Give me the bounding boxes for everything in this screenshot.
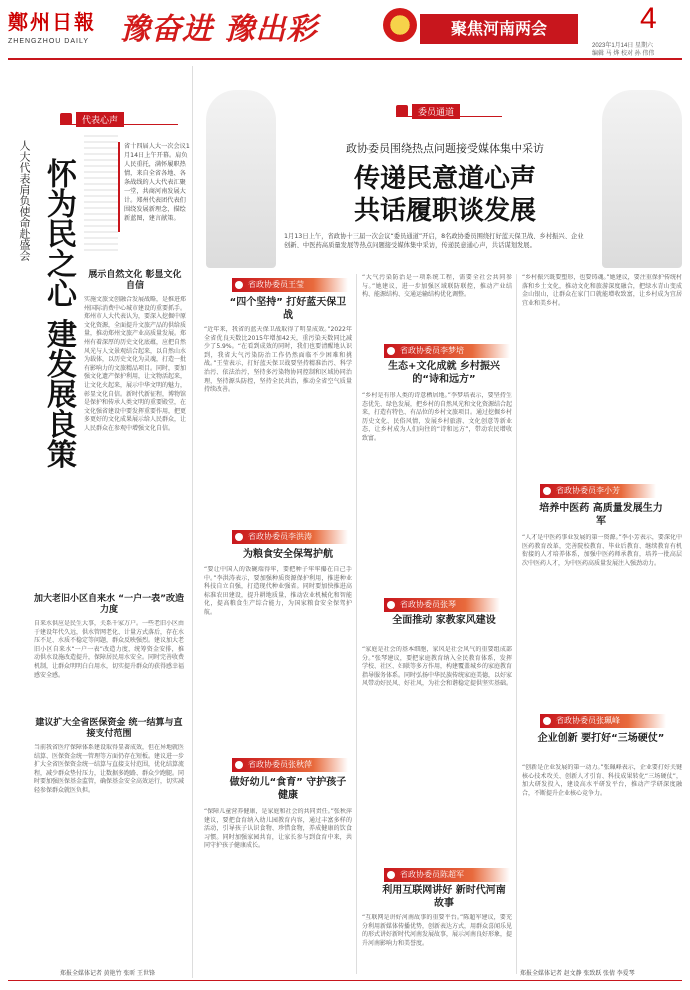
left-section-tag: 代表心声 [60, 108, 178, 125]
interview-text-4: “乡村是有形人类的诗意栖居地。”李梦培表示，要坚持生态优先、绿色发展，把乡村的自然风光和文化资源结合起来，打造有特色、有品位的乡村文旅项目。通过挖掘乡村历史文化、民俗风情，发展乡村旅游、文化创意等新业态，让乡村成为人们向往的“诗和远方”，带动农民增收致富。 [362, 392, 512, 442]
interview-head-2: 为粮食安全保驾护航 [243, 549, 333, 560]
masthead [0, 0, 690, 62]
speaker-photo-right [602, 90, 682, 268]
issue-date: 2023年1月14日 星期六 [592, 43, 654, 49]
interview-text-8: “创新是企业发展的第一动力。”张珮峰表示，企业要打好关键核心技术攻关、创新人才引育、科技成果转化“三场硬仗”，加大研发投入，建设高水平研发平台，推动产学研深度融合，不断提升企业核心竞争力。 [522, 764, 682, 797]
interview-head-4: 生态+文化成就 乡村振兴的“诗和远方” [388, 361, 500, 385]
portrait-strip [84, 135, 118, 251]
main-editors: 郑报全媒体记者 赵文静 张致跃 张倩 李爱琴 [520, 971, 635, 977]
podium-icon [396, 105, 408, 117]
interview-text-2: “要让中国人的饭碗端得牢，要把种子牢牢攥在自己手中。”李洪涛表示，要加强种质资源保护利用，推进种业科技自立自强，打造现代种业强省。同时要加快推进高标准农田建设，提升耕地质量，推动农业机械化和智能化，提高粮食生产综合能力，为国家粮食安全保驾护航。 [204, 566, 352, 616]
main-title-line1: 传递民意道心声 [353, 164, 536, 194]
interview-head-5: 全面推动 家教家风建设 [392, 615, 496, 626]
page-editors: 编辑 马 烨 校对 孙 伟伟 [592, 51, 655, 57]
main-lead: 1月13日上午，省政协十三届一次会议“委员通道”开启，8名政协委员围绕打好蓝天保卫战、乡村振兴、企业创新、中医药高质量发展等热点问题接受媒体集中采访，传递民意通心声，共话谋划发展。 [284, 233, 584, 249]
left-vertical-subtitle: 人大代表肩负使命赴盛会 [18, 140, 31, 261]
main-section-tag: 委员通道 [396, 100, 502, 117]
member-tag-2: 省政协委员李洪涛 [232, 530, 348, 544]
emblem-icon [383, 8, 417, 42]
paper-name: 鄭州日報 [8, 10, 96, 34]
interview-divider-1 [356, 274, 357, 974]
member-tag-5: 省政协委员张琴 [384, 598, 500, 612]
left-text3: 当前我省医疗保障体系建设取得显著成效，但在异地就医结算、医保资金统一管理等方面仍存在短板。建议进一步扩大全省医保资金统一结算与直接支付范围，优化结算流程，减少群众垫付压力，让数据多跑路、群众少跑腿。同时要加强医保基金监管，确保基金安全高效运行，切实减轻参保群众就医负担。 [34, 744, 184, 794]
bottom-rule [8, 980, 682, 981]
left-text1: 实施文旅文创融合发展战略，是推进郑州国际消费中心城市建设的重要抓手。郑州市人大代表认为，要深入挖掘中原文化资源，全面提升文旅产品的供给质量，推动郑州文旅产业高质量发展。郑州有着深厚的历史文化底蕴，应把自然风光与人文景观结合起来，以自然山水为载体，以历史文化为灵魂，打造一批有影响力的文旅精品项目。同时，要加强文化遗产保护利用，让文物活起来，让文化火起来，展示中华文明的魅力，彰显文化自信。新时代新征程，博物馆是保护和传承人类文明的重要殿堂，在文化强省建设中要发挥重要作用，把更多更好的文化成果展示给人民群众，让人民群众在参观中增强文化自信。 [84, 296, 186, 432]
left-sub2: 加大老旧小区自来水 “一户一表”改造力度 [34, 594, 184, 615]
interview-head-3: 做好幼儿“食育” 守护孩子健康 [229, 777, 347, 801]
member-tag-7: 省政协委员李小芳 [540, 484, 656, 498]
banner-title: 聚焦河南两会 [420, 14, 578, 44]
microphone-icon [60, 113, 72, 125]
interview-text-5: “家庭是社会的基本细胞，家风是社会风气的重要组成部分。”张琴建议，要把家庭教育纳入全民教育体系，发挥学校、社区、妇联等多方作用，构建覆盖城乡的家庭教育指导服务体系。同时弘扬中华民族传统家庭美德，以好家风带动好民风、好社风，为社会和谐稳定提供坚实基础。 [362, 646, 512, 688]
left-text2: 自来水供应是民生大事，关系千家万户。一些老旧小区由于建设年代久远，供水管网老化、计量方式落后，存在水压不足、水质不稳定等问题，群众反映强烈。建议加大老旧小区自来水“一户一表”改造力度，统筹资金安排，推动供水设施改造提升，保障居民用水安全。同时完善收费机制，让群众明明白白用水，切实提升群众的获得感幸福感安全感。 [34, 620, 184, 679]
left-sub1: 展示自然文化 彰显文化自信 [88, 270, 182, 291]
speaker-photo-left [206, 90, 276, 268]
interview-head-8: 企业创新 要打好“三场硬仗” [537, 733, 665, 744]
interview-text-7: “人才是中医药事业发展的第一资源。”李小芳表示，要深化中医药教育改革，完善院校教育、毕业后教育、继续教育有机衔接的人才培养体系，加强中医药师承教育，培养一批高层次中医药人才，为中医药高质量发展注入强劲动力。 [522, 534, 682, 567]
interview-head-1: “四个坚持” 打好蓝天保卫战 [229, 297, 347, 321]
interview-text-6: “互联网是讲好河南故事的重要平台。”陈超军建议，要充分利用新媒体传播优势，创新表达方式，用群众喜闻乐见的形式讲好新时代河南发展故事，展示河南良好形象，提升河南影响力和美誉度。 [362, 914, 512, 947]
left-vertical-title: 怀为民之心 建发展良策 [41, 158, 76, 469]
left-intro: 省十四届人大一次会议1月14日上午开幕。肩负人民重托，满怀履职热情，来自全省各地、各条战线的人大代表汇聚一堂，共商河南发展大计。郑州代表团代表们围绕发展新理念，描绘新蓝图，建言献策。 [118, 142, 190, 232]
paper-en: ZHENGZHOU DAILY [8, 38, 89, 45]
main-title-line2: 共话履职谈发展 [353, 196, 536, 226]
interview-text-3: “保障儿童营养健康，是家庭和社会的共同责任。”张秋萍建议，要把食育纳入幼儿园教育内容，通过丰富多样的活动，引导孩子认识食物、珍惜食物，养成健康的饮食习惯。同时加强家园共育，让家长参与到食育中来，共同守护孩子健康成长。 [204, 808, 352, 850]
left-sub3: 建议扩大全省医保资金 统一结算与直接支付范围 [35, 718, 183, 739]
member-tag-1: 省政协委员王莹 [232, 278, 348, 292]
interview-head-6: 利用互联网讲好 新时代河南故事 [382, 885, 506, 909]
main-kicker: 政协委员围绕热点问题接受媒体集中采访 [346, 142, 544, 155]
page-number: 4 [640, 2, 657, 35]
interview-text-1: “近年来，我省的蓝天保卫战取得了明显成效。”2022年全省优良天数比2015年增加42天，重污染天数同比减少了5.9%。“在看到成效的同时，我们也要清醒地认识到，我省大气污染防治工作仍然面临不少困难和挑战。”王莹表示，打好蓝天保卫战要坚持精准治污、科学治污、依法治污，坚持多污染物协同控制和区域协同治理，坚持源头防控，坚持全民共治，推动全省空气质量持续改善。 [204, 326, 352, 394]
member-tag-6: 省政协委员陈超军 [384, 868, 510, 882]
member-tag-3: 省政协委员张秋萍 [232, 758, 348, 772]
column-divider [192, 66, 193, 978]
interview-head-7: 培养中医药 高质量发展生力军 [539, 503, 663, 527]
interview-text-4-cont: “乡村振兴既要塑形，也要铸魂。”她建议，要注重保护传统村落和乡土文化，推动文化和旅游深度融合，把绿水青山变成金山银山，让群众在家门口就能增收致富，让乡村成为宜居宜业和美乡村。 [522, 274, 682, 307]
interview-text-1-cont: “大气污染防治是一项系统工程，需要全社会共同参与。”她建议，进一步加强区域联防联控，推动产业结构、能源结构、交通运输结构优化调整。 [362, 274, 512, 299]
slogan: 豫奋进 豫出彩 [120, 12, 318, 47]
member-tag-8: 省政协委员张珮峰 [540, 714, 666, 728]
interview-divider-2 [516, 274, 517, 974]
masthead-rule [8, 58, 682, 60]
member-tag-4: 省政协委员李梦培 [384, 344, 510, 358]
left-editors: 郑报全媒体记者 黄艳竹 张昕 王世锋 [60, 971, 156, 977]
